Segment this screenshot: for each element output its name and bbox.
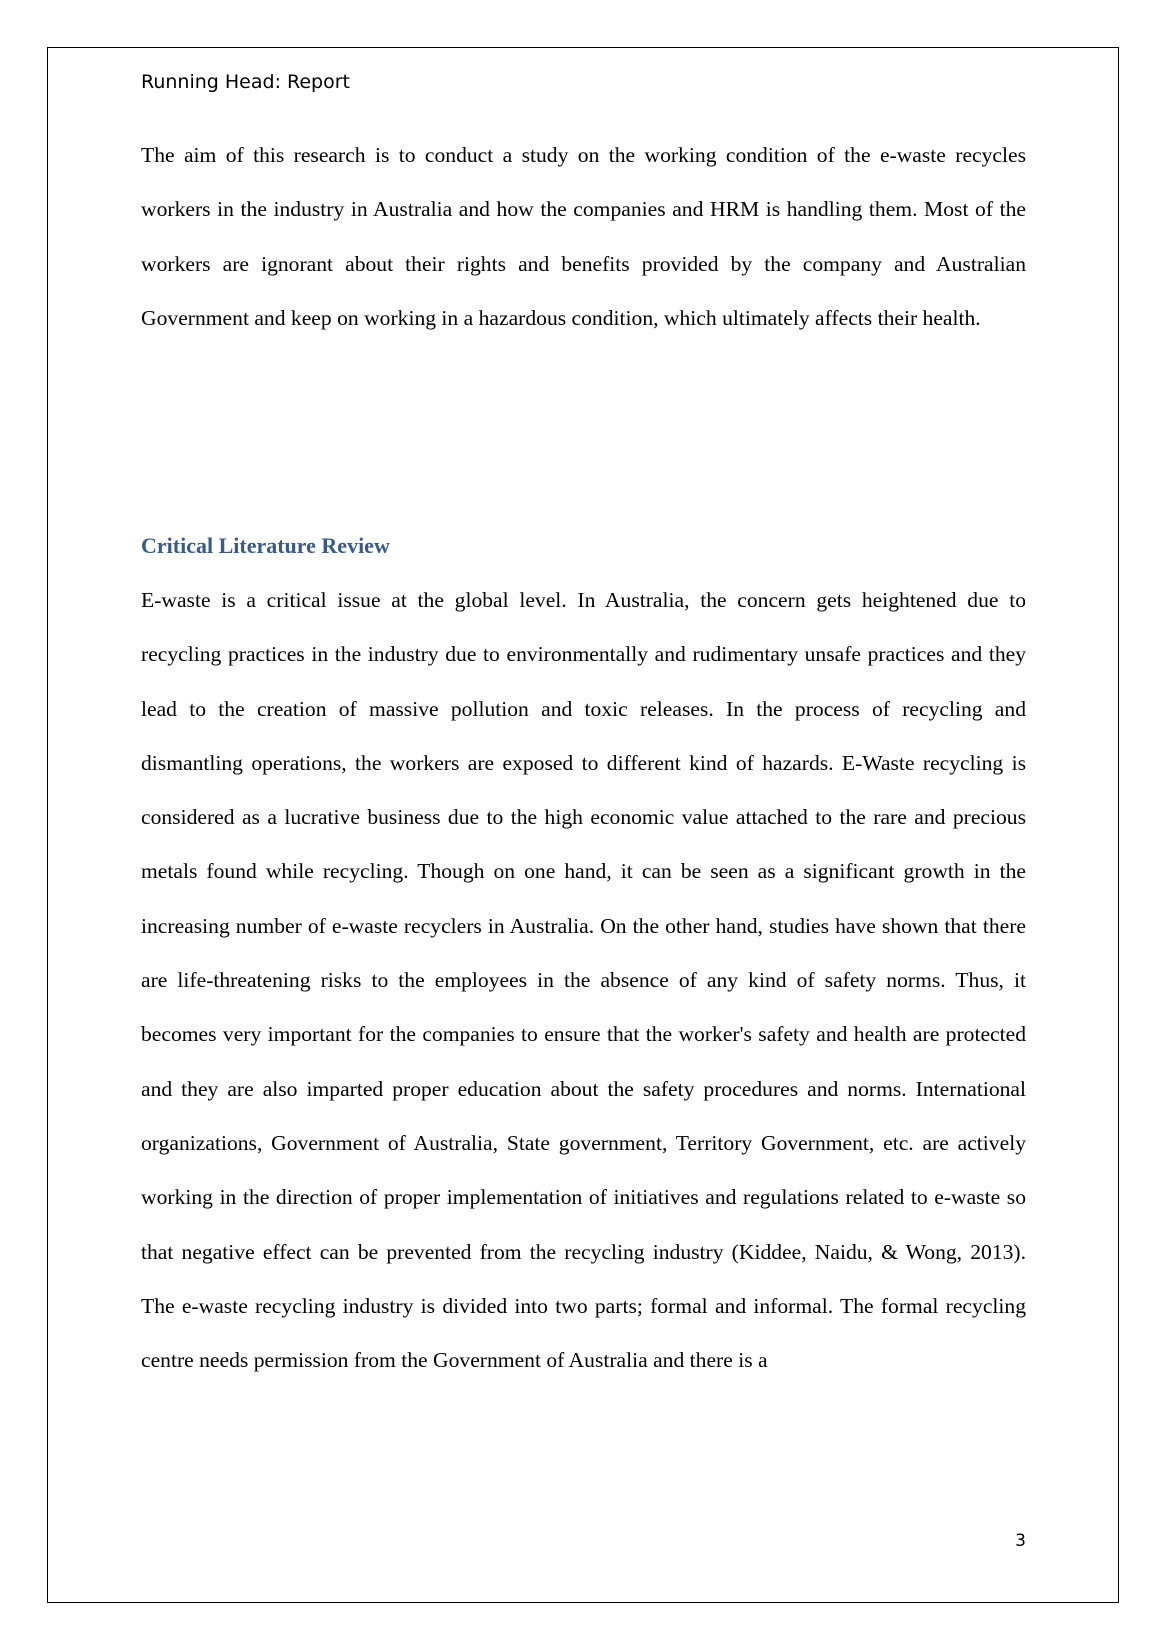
page-number: 3 <box>1015 1531 1026 1551</box>
section-heading: Critical Literature Review <box>141 533 390 558</box>
running-head: Running Head: Report <box>141 71 350 93</box>
aim-paragraph: The aim of this research is to conduct a study on the working condition of the e-waste recycles workers in the industry in Australia and how the companies and HRM is handling them. Most of the workers are ignorant about their rights and benefits provided by the company and Australian Government and keep on working in a hazardous condition, which ultimately affects their health. <box>141 143 1026 330</box>
literature-review-paragraph: E-waste is a critical issue at the global level. In Australia, the concern gets heightened due to recycling practices in the industry due to environmentally and rudimentary unsafe practices and they lead to the creation of massive pollution and toxic releases. In the process of recycling and dismantling operations, the workers are exposed to different kind of hazards. E-Waste recycling is considered as a lucrative business due to the high economic value attached to the rare and precious metals found while recycling. Though on one hand, it can be seen as a significant growth in the increasing number of e-waste recyclers in Australia. On the other hand, studies have shown that there are life-threatening risks to the employees in the absence of any kind of safety norms. Thus, it becomes very important for the companies to ensure that the worker's safety and health are protected and they are also imparted proper education about the safety procedures and norms. International organizations, Government of Australia, State government, Territory Government, etc. are actively working in the direction of proper implementation of initiatives and regulations related to e-waste so that negative effect can be prevented from the recycling industry (Kiddee, Naidu, & Wong, 2013). The e-waste recycling industry is divided into two parts; formal and informal. The formal recycling centre needs permission from the Government of Australia and there is a <box>141 588 1026 1373</box>
